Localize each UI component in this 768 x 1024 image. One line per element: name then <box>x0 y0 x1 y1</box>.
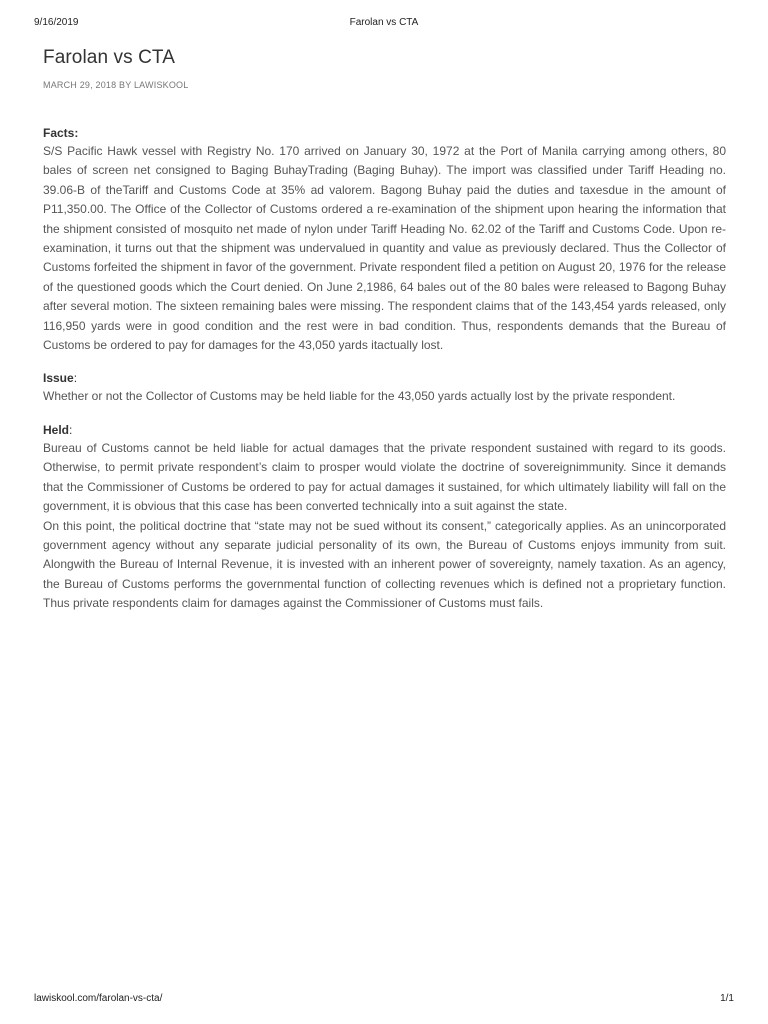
facts-paragraph: S/S Pacific Hawk vessel with Registry No. 170 arrived on January 30, 1972 at the Port of Manila carrying among others, 80 bales of screen net consigned to Baging BuhayTrading (Baging Buhay). The import was classified under Tariff Heading no. 39.06-B of theTariff and Customs Code at 35% ad valorem. Bagong Buhay paid the duties and taxesdue in the amount of P11,350.00. The Office of the Collector of Customs ordered a re-examination of the shipment upon hearing the information that the shipment consisted of mosquito net made of nylon under Tariff Heading No. 62.02 of the Tariff and Customs Code. Upon re-examination, it turns out that the shipment was undervalued in quantity and value as previously declared. Thus the Collector of Customs forfeited the shipment in favor of the government. Private respondent filed a petition on August 20, 1976 for the release of the questioned goods which the Court denied. On June 2,1986, 64 bales out of the 80 bales were released to Bagong Buhay after several motion. The sixteen remaining bales were missing. The respondent claims that of the 143,454 yards released, only 116,950 yards were in good condition and the rest were in bad condition. Thus, respondents demands that the Bureau of Customs be ordered to pay for damages for the 43,050 yards itactually lost. <box>43 144 726 353</box>
issue-heading-colon: : <box>73 371 78 386</box>
held-heading <box>43 421 726 439</box>
held-paragraph-2: On this point, the political doctrine that “state may not be sued without its consent,” categorically applies. As an unincorporated government agency without any separate judicial personality of its own, the Bureau of Customs enjoys immunity from suit. Alongwith the Bureau of Internal Revenue, it is invested with an inherent power of sovereignty, namely taxation. As an agency, the Bureau of Customs performs the governmental function of collecting revenues which is defined not a proprietary function. Thus private respondents claim for damages against the Commissioner of Customs must fails. <box>43 518 726 611</box>
issue-heading-label: Issue <box>43 371 74 386</box>
print-date: 9/16/2019 <box>34 17 79 28</box>
issue-heading <box>43 369 726 387</box>
held-heading-colon: : <box>69 422 73 437</box>
held-heading-label: Held <box>43 422 70 437</box>
issue-paragraph: Whether or not the Collector of Customs may be held liable for the 43,050 yards actually lost by the private respondent. <box>43 389 676 404</box>
print-header <box>34 17 734 31</box>
article <box>43 44 726 614</box>
print-page-title: Farolan vs CTA <box>349 17 419 28</box>
print-url: lawiskool.com/farolan-vs-cta/ <box>34 993 163 1004</box>
facts-heading-label: Facts: <box>43 126 79 140</box>
facts-heading <box>43 124 726 142</box>
article-meta: MARCH 29, 2018 BY LAWISKOOL <box>43 80 189 90</box>
article-title: Farolan vs CTA <box>43 47 175 68</box>
held-paragraph-1: Bureau of Customs cannot be held liable for actual damages that the private respondent sustained with regard to its goods. Otherwise, to permit private respondent’s claim to prosper would violate the doctrine of sovereignimmunity. Since it demands that the Commissioner of Customs be ordered to pay for actual damages it sustained, for which ultimately liability will fall on the government, it is obvious that this case has been converted technically into a suit against the state. <box>43 440 726 514</box>
print-page-number: 1/1 <box>720 993 734 1004</box>
